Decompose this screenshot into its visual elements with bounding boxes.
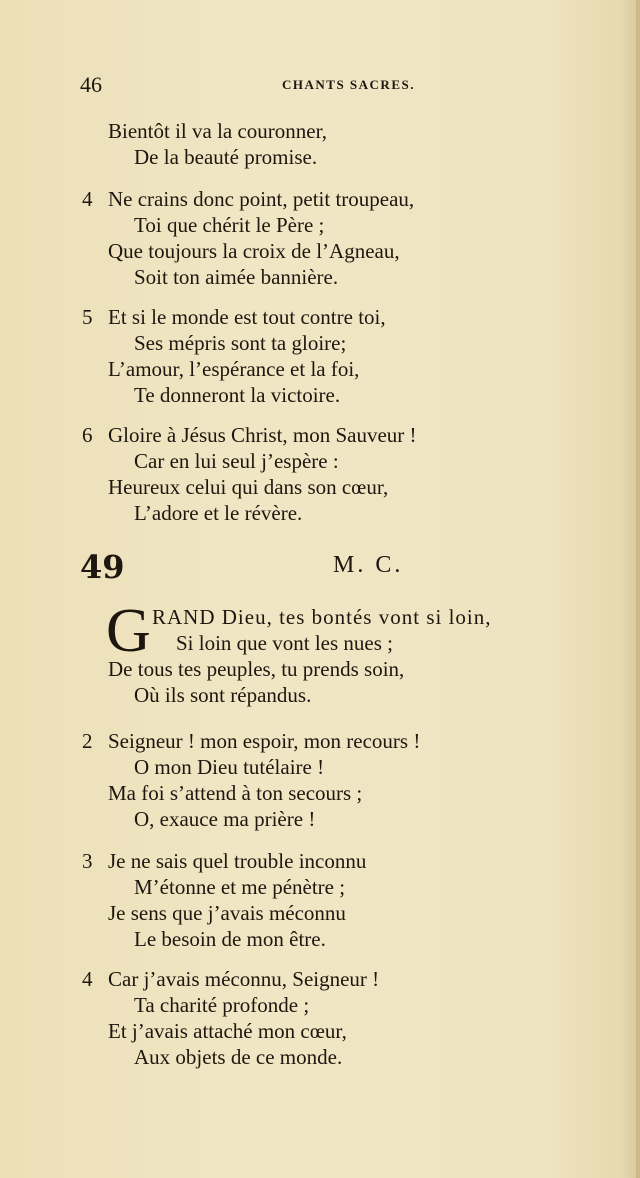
verse-line: Le besoin de mon être. (134, 927, 326, 951)
drop-cap: G (106, 597, 151, 665)
stanza-number: 3 (82, 849, 93, 873)
verse-line: Bientôt il va la couronner, (108, 119, 328, 143)
page-header (80, 72, 560, 102)
verse-line: Heureux celui qui dans son cœur, (108, 475, 389, 499)
verse-line: De la beauté promise. (134, 145, 318, 169)
verse-line: Toi que chérit le Père ; (134, 213, 325, 237)
verse-line: Ma foi s’attend à ton secours ; (108, 781, 363, 805)
verse-line: De tous tes peuples, tu prends soin, (108, 657, 405, 681)
stanza-number: 4 (82, 967, 93, 991)
stanza-number: 5 (82, 305, 93, 329)
verse-line: Et j’avais attaché mon cœur, (108, 1019, 347, 1043)
verse-line: O mon Dieu tutélaire ! (134, 755, 325, 779)
hymn-number: 49 (80, 548, 125, 586)
verse-line: Ta charité profonde ; (134, 993, 310, 1017)
hymn-author: M. C. (333, 552, 404, 578)
page-number: 46 (80, 72, 102, 97)
page-edge (636, 0, 640, 1178)
verse-line: Si loin que vont les nues ; (176, 631, 393, 655)
running-title: CHANTS SACRES. (282, 77, 415, 92)
stanza-number: 2 (82, 729, 93, 753)
verse-line: Te donneront la victoire. (134, 383, 341, 407)
stanza-number: 6 (82, 423, 93, 447)
verse-line: Où ils sont répandus. (134, 683, 312, 707)
verse-line: L’adore et le révère. (134, 501, 303, 525)
verse-line: Car en lui seul j’espère : (134, 449, 339, 473)
stanza-number: 4 (82, 187, 93, 211)
verse-line: O, exauce ma prière ! (134, 807, 316, 831)
verse-line: L’amour, l’espérance et la foi, (108, 357, 360, 381)
verse-line: Que toujours la croix de l’Agneau, (108, 239, 400, 263)
verse-line: RAND Dieu, tes bontés vont si loin, (152, 605, 492, 629)
verse-line: Gloire à Jésus Christ, mon Sauveur ! (108, 423, 417, 447)
verse-line: Aux objets de ce monde. (134, 1045, 343, 1069)
verse-line: Je ne sais quel trouble inconnu (108, 849, 367, 873)
verse-line: M’étonne et me pénètre ; (134, 875, 346, 899)
verse-line: Je sens que j’avais méconnu (108, 901, 346, 925)
verse-line: Soit ton aimée bannière. (134, 265, 339, 289)
verse-line: Car j’avais méconnu, Seigneur ! (108, 967, 380, 991)
verse-line: Seigneur ! mon espoir, mon recours ! (108, 729, 421, 753)
verse-line: Ses mépris sont ta gloire; (134, 331, 347, 355)
verse-line: Ne crains donc point, petit troupeau, (108, 187, 415, 211)
verse-line: Et si le monde est tout contre toi, (108, 305, 386, 329)
